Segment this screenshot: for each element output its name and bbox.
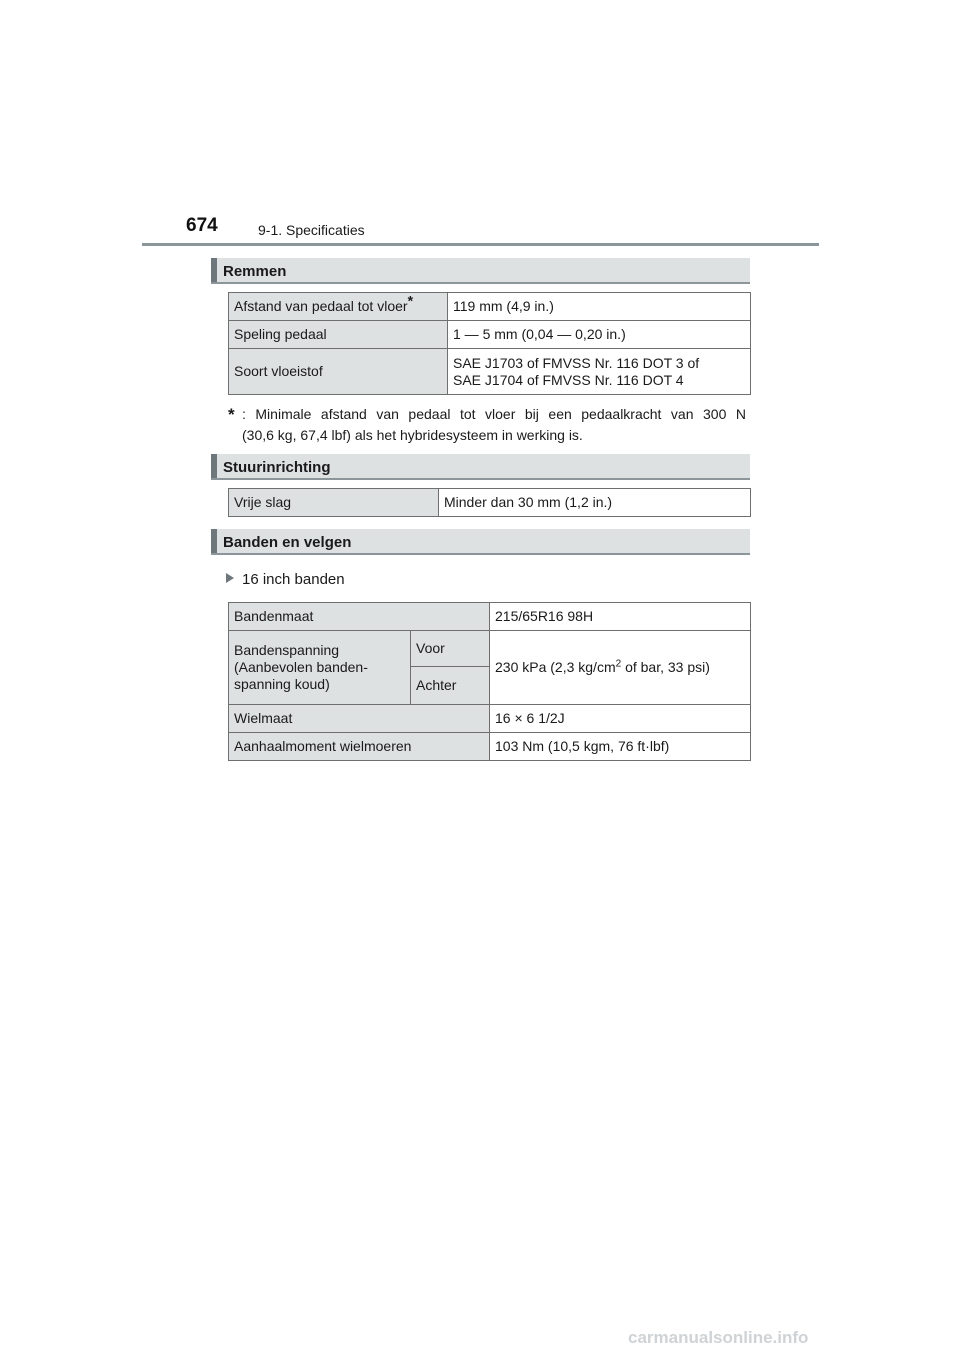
brakes-table — [228, 292, 751, 395]
table-cell-label: Vrije slag — [229, 489, 439, 517]
bullet-text: 16 inch banden — [242, 571, 345, 588]
watermark: carmanualsonline.info — [628, 1328, 809, 1347]
footnote — [228, 404, 746, 446]
table-cell-value: SAE J1703 of FMVSS Nr. 116 DOT 3 of SAE J1704 of FMVSS Nr. 116 DOT 4 — [448, 349, 751, 395]
table-cell-label: Soort vloeistof — [229, 349, 448, 395]
footnote-marker: * — [228, 405, 235, 424]
section-title: Remmen — [223, 263, 287, 280]
table-row — [229, 631, 751, 667]
footnote-text: : Minimale afstand van pedaal tot vloer bij een pedaalkracht van 300 N — [242, 406, 746, 422]
table-cell-value: 103 Nm (10,5 kgm, 76 ft·lbf) — [490, 733, 751, 761]
table-cell-label: Wielmaat — [229, 705, 490, 733]
table-cell-value: 230 kPa (2,3 $kg/cm^2$ of bar, 33 psi) — [490, 631, 751, 705]
table-cell-value: 119 mm (4,9 in.) — [448, 293, 751, 321]
footnote-marker: * — [407, 292, 414, 309]
section-title: Banden en velgen — [223, 534, 352, 551]
section-heading-steering — [211, 454, 750, 480]
footnote-text: (30,6 kg, 67,4 lbf) als het hybridesysteem in werking is. — [242, 427, 583, 443]
table-cell-label: Voor — [411, 631, 490, 667]
table-row — [229, 705, 751, 733]
table-row — [229, 603, 751, 631]
table-row — [229, 349, 751, 395]
table-cell-value: Minder dan 30 mm (1,2 in.) — [439, 489, 751, 517]
chapter-title: 9-1. Specificaties — [258, 222, 365, 238]
bullet-item — [226, 571, 345, 588]
table-cell-label: Bandenspanning (Aanbevolen banden- spanning koud) — [229, 631, 411, 705]
page-number: 674 — [186, 215, 218, 236]
header-divider — [142, 243, 819, 246]
table-cell-value: 215/65R16 98H — [490, 603, 751, 631]
table-cell-label: Achter — [411, 667, 490, 705]
steering-table — [228, 488, 751, 517]
table-cell-label: Aanhaalmoment wielmoeren — [229, 733, 490, 761]
table-cell-label: Speling pedaal — [229, 321, 448, 349]
table-cell-value: 16 × 6 1/2J — [490, 705, 751, 733]
table-cell-label: Bandenmaat — [229, 603, 490, 631]
section-heading-wheels — [211, 529, 750, 555]
table-row — [229, 489, 751, 517]
table-cell-label: Afstand van pedaal tot vloer* — [229, 293, 448, 321]
triangle-bullet-icon — [226, 573, 234, 583]
table-row — [229, 293, 751, 321]
section-title: Stuurinrichting — [223, 459, 331, 476]
section-heading-brakes — [211, 258, 750, 284]
table-cell-value: 1 — 5 mm (0,04 — 0,20 in.) — [448, 321, 751, 349]
wheels-table — [228, 602, 751, 761]
table-row — [229, 321, 751, 349]
table-row — [229, 733, 751, 761]
